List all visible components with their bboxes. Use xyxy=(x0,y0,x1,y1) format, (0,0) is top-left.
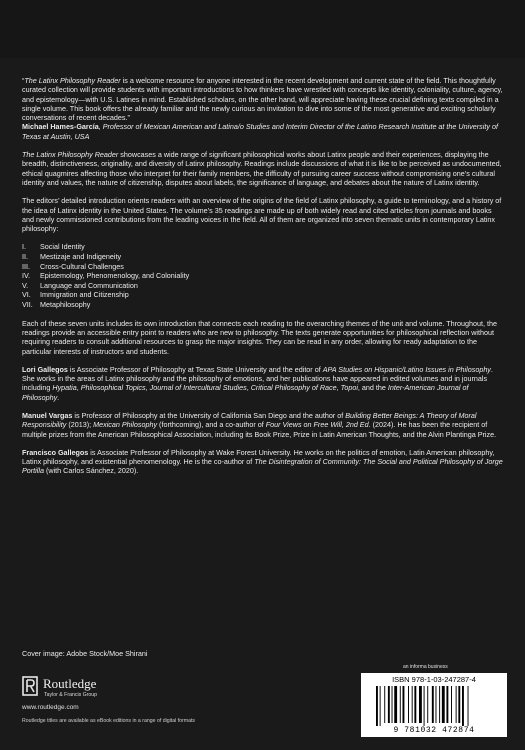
unit-item: I. Social Identity xyxy=(22,242,85,252)
endorsement-attribution xyxy=(22,122,505,141)
unit-item: II. Mestizaje and Indigeneity xyxy=(22,252,122,262)
cover-image-credit: Cover image: Adobe Stock/Moe Shirani xyxy=(22,649,148,658)
endorser-name: Michael Hames-García xyxy=(22,122,99,132)
informa-tagline: an informa business xyxy=(403,664,448,670)
endorsement-quote: “The Latinx Philosophy Reader is a welcome resource for anyone interested in the recent development and current state of the field. This thoughtfully curated collection will provide students with important introductions to how thinkers have wrestled with concepts like identity, coloniality, culture, agency, and epistemology—with U.S. Latines in mind. Established scholars, on the other hand, will appreciate having these crucial defining texts compiled in a single volume. This book offers the already familiar and the newly curious an invitation to dive into some of the most generative and exciting scholarly conversations of recent decades.” xyxy=(22,76,503,123)
book-description: The Latinx Philosophy Reader showcases a wide range of significant philosophical works about Latinx people and their experiences, displaying the breadth, distinctiveness, originality, and diversity of Latinx philosophy. Readings include discussions of what it is like to be perceived as undocumented, ethical quagmires affecting those who interpret for their family members, the difficulty of pursuing career success without compromising one’s cultural identity and values, the nature of citizenship, disputes about labels, the significance of language, and debates about the nature of Latinx identity. xyxy=(22,150,502,187)
ebook-note: Routledge titles are available as eBook editions in a range of digital formats xyxy=(22,718,196,724)
barcode-icon xyxy=(374,686,494,726)
unit-item: IV. Epistemology, Phenomenology, and Coloniality xyxy=(22,271,190,281)
quote-book-title: The Latinx Philosophy Reader xyxy=(24,76,121,85)
isbn-barcode xyxy=(361,673,507,737)
publisher-website[interactable]: www.routledge.com xyxy=(22,704,79,711)
cover-text xyxy=(22,76,505,485)
top-band xyxy=(0,0,525,58)
units-description: Each of these seven units includes its own introduction that connects each reading to the overarching themes of the unit and volume. Throughout, the readings provide an accessible entry point to readers who are new to philosophy. The texts generate opportunities for philosophical reflection without requiring readers to consult additional resources to grasp the major insights. They can be read in any order, allowing for ready adaptation to the particular interests of instructors and students. xyxy=(22,318,497,356)
unit-item: III. Cross-Cultural Challenges xyxy=(22,261,124,271)
endorser-role: , Professor of Mexican American and Latina/o Studies and Interim Director of the Latino Research Institute at the University of Texas at Austin, USA xyxy=(22,122,498,141)
bio-manuel-vargas: Manuel Vargas is Professor of Philosophy at the University of California San Diego and the author of Building Better Beings: A Theory of Moral Responsibility (2013); Mexican Philosophy (forthcoming), and a co-author of Four Views on Free Will, 2nd Ed. (2024). He has been the recipient of multiple prizes from the American Philosophical Association, including its Book Prize, Prize in Latin American Thoughts, and the Alvin Plantinga Prize. xyxy=(22,410,497,439)
editors-introduction: The editors’ detailed introduction orients readers with an overview of the origins of the field of Latinx philosophy, a guide to terminology, and a history of the idea of Latinx identity in the United States. The volume’s 35 readings are made up of both widely read and cited articles from journals and books and newly commissioned contributions from the leading voices in the field. All of them are organized into seven thematic units in contemporary Latinx philosophy: xyxy=(22,196,502,234)
isbn-label: ISBN 978-1-03-247287-4 xyxy=(392,675,476,684)
unit-item: VII. Metaphilosophy xyxy=(22,300,91,310)
barcode-number: 9 781032 472874 xyxy=(393,726,475,735)
publisher-group: Taylor & Francis Group xyxy=(44,692,98,698)
thematic-units-list xyxy=(22,242,505,309)
unit-item: VI. Immigration and Citizenship xyxy=(22,290,129,300)
bio-francisco-gallegos: Francisco Gallegos is Associate Professor of Philosophy at Wake Forest University. He works on the politics of emotion, Latin American philosophy, Latinx philosophy, and existential phenomenology. He is the co-author of The Disintegration of Community: The Social and Political Philosophy of Jorge Portilla (with Carlos Sánchez, 2020). xyxy=(22,447,503,476)
routledge-logo-icon xyxy=(22,676,38,696)
unit-item: V. Language and Communication xyxy=(22,280,138,290)
publisher-name: Routledge xyxy=(43,676,97,691)
bio-lori-gallegos: Lori Gallegos is Associate Professor of Philosophy at Texas State University and the editor of APA Studies on Hispanic/Latino Issues in Philosophy. She works in the areas of Latinx philosophy and the philosophy of emotions, and her publications have appeared in edited volumes and in journals including Hypatia, Philosophical Topics, Journal of Intercultural Studies, Critical Philosophy of Race, Topoi, and the Inter-American Journal of Philosophy. xyxy=(22,364,493,402)
